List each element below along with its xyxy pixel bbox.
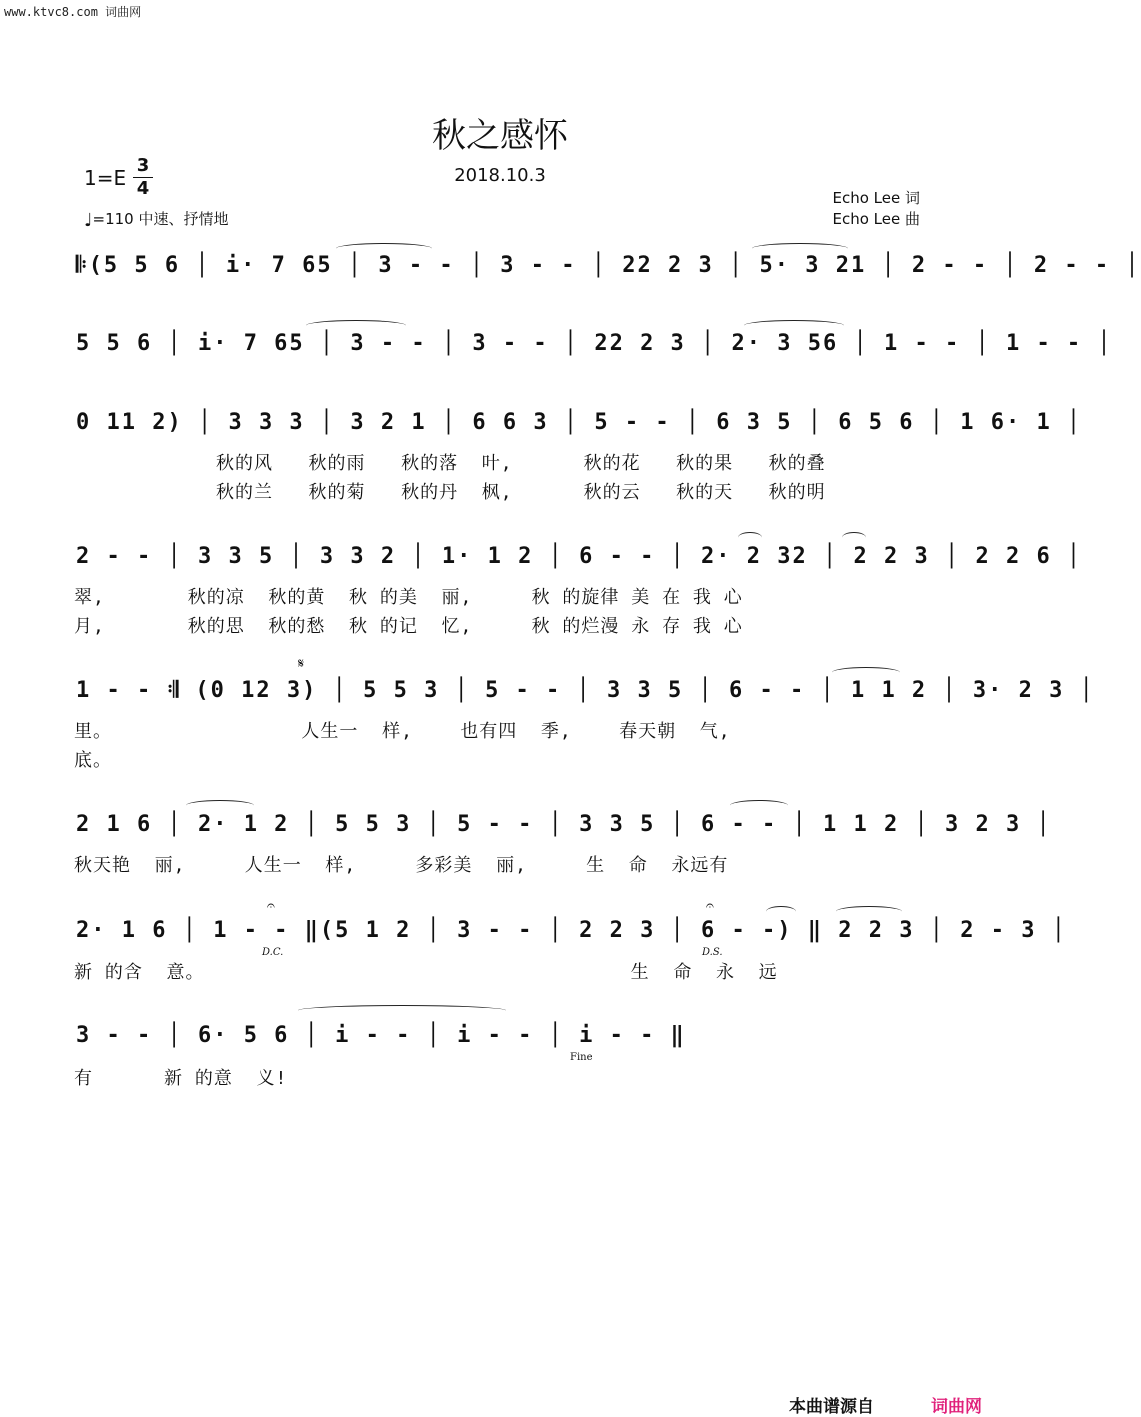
slur bbox=[186, 800, 254, 811]
slur bbox=[766, 906, 796, 917]
score-line-7: 2· 1 6 │ 1 - - ‖(5 1 2 │ 3 - - │ 2 2 3 │ 6 - -) ‖ 2 2 3 │ 2 - 3 │ bbox=[76, 918, 1067, 943]
lyric-verse-2: 秋的兰 秋的菊 秋的丹 枫, 秋的云 秋的天 秋的明 bbox=[74, 482, 826, 503]
song-title: 秋之感怀 bbox=[432, 116, 568, 156]
fine-mark: Fine bbox=[570, 1052, 593, 1063]
lyric-verse-1: 秋天艳 丽, 人生一 样, 多彩美 丽, 生 命 永远有 bbox=[74, 855, 729, 876]
time-denominator: 4 bbox=[136, 178, 150, 199]
score-line-8: 3 - - │ 6· 5 6 │ i - - │ i - - │ i - - ‖ bbox=[76, 1023, 686, 1048]
lyric-verse-2: 月, 秋的思 秋的愁 秋 的记 忆, 秋 的烂漫 永 存 我 心 bbox=[74, 616, 743, 637]
ds-mark: D.S. bbox=[702, 947, 723, 958]
score-line-1: 𝄆(5 5 6 │ i· 7 65 │ 3 - - │ 3 - - │ 22 2 3 │ 5· 3 21 │ 2 - - │ 2 - - │ bbox=[76, 253, 1141, 278]
lyric-verse-1: 新 的含 意。 生 命 永 远 bbox=[74, 962, 778, 983]
slur bbox=[730, 800, 788, 811]
credits bbox=[833, 188, 921, 230]
song-date: 2018.10.3 bbox=[454, 165, 546, 186]
time-numerator: 3 bbox=[136, 155, 150, 176]
slur bbox=[842, 532, 866, 543]
slur bbox=[836, 906, 902, 917]
tie bbox=[306, 320, 406, 331]
lyric-verse-1: 里。 人生一 样, 也有四 季, 春天朝 气, bbox=[74, 721, 731, 742]
tie bbox=[744, 320, 844, 331]
slur bbox=[832, 667, 900, 678]
composer: Echo Lee 曲 bbox=[832, 210, 920, 228]
site-watermark: www.ktvc8.com 词曲网 bbox=[4, 5, 142, 19]
lyric-verse-2: 底。 bbox=[74, 750, 112, 771]
dc-mark: D.C. bbox=[262, 947, 284, 958]
fermata-sign: 𝄐 bbox=[267, 898, 275, 914]
tempo-marking bbox=[84, 208, 228, 231]
segno-sign: 𝄋 bbox=[298, 656, 305, 672]
time-signature bbox=[133, 156, 153, 199]
lyric-verse-1: 翠, 秋的凉 秋的黄 秋 的美 丽, 秋 的旋律 美 在 我 心 bbox=[74, 587, 743, 608]
score-line-2: 5 5 6 │ i· 7 65 │ 3 - - │ 3 - - │ 22 2 3 │ 2· 3 56 │ 1 - - │ 1 - - │ bbox=[76, 331, 1113, 356]
fermata-sign: 𝄐 bbox=[706, 898, 714, 914]
tie bbox=[336, 243, 432, 254]
tie bbox=[752, 243, 848, 254]
score-line-4: 2 - - │ 3 3 5 │ 3 3 2 │ 1· 1 2 │ 6 - - │ 2· 2 32 │ 2 2 3 │ 2 2 6 │ bbox=[76, 544, 1083, 569]
tempo-text: =110 中速、抒情地 bbox=[92, 210, 229, 228]
score-line-6: 2 1 6 │ 2· 1 2 │ 5 5 3 │ 5 - - │ 3 3 5 │ 6 - - │ 1 1 2 │ 3 2 3 │ bbox=[76, 812, 1052, 837]
tie bbox=[298, 1005, 506, 1016]
lyric-verse-1: 秋的风 秋的雨 秋的落 叶, 秋的花 秋的果 秋的叠 bbox=[74, 453, 826, 474]
lyric-verse-1: 有 新 的意 义! bbox=[74, 1068, 288, 1089]
score-line-3: 0 11 2) │ 3 3 3 │ 3 2 1 │ 6 6 3 │ 5 - - │ 6 3 5 │ 6 5 6 │ 1 6· 1 │ bbox=[76, 410, 1083, 435]
lyricist: Echo Lee 词 bbox=[832, 189, 920, 207]
slur bbox=[738, 532, 762, 543]
quarter-note-icon: ♩ bbox=[84, 210, 93, 231]
score-line-5: 1 - - 𝄇 (0 12 3) │ 5 5 3 │ 5 - - │ 3 3 5 │ 6 - - │ 1 1 2 │ 3· 2 3 │ bbox=[76, 678, 1095, 703]
footer-logo[interactable]: 词曲网 bbox=[931, 1397, 982, 1417]
footer-source-text: 本曲谱源自 bbox=[789, 1397, 874, 1417]
key-signature: 1=E bbox=[84, 166, 127, 190]
